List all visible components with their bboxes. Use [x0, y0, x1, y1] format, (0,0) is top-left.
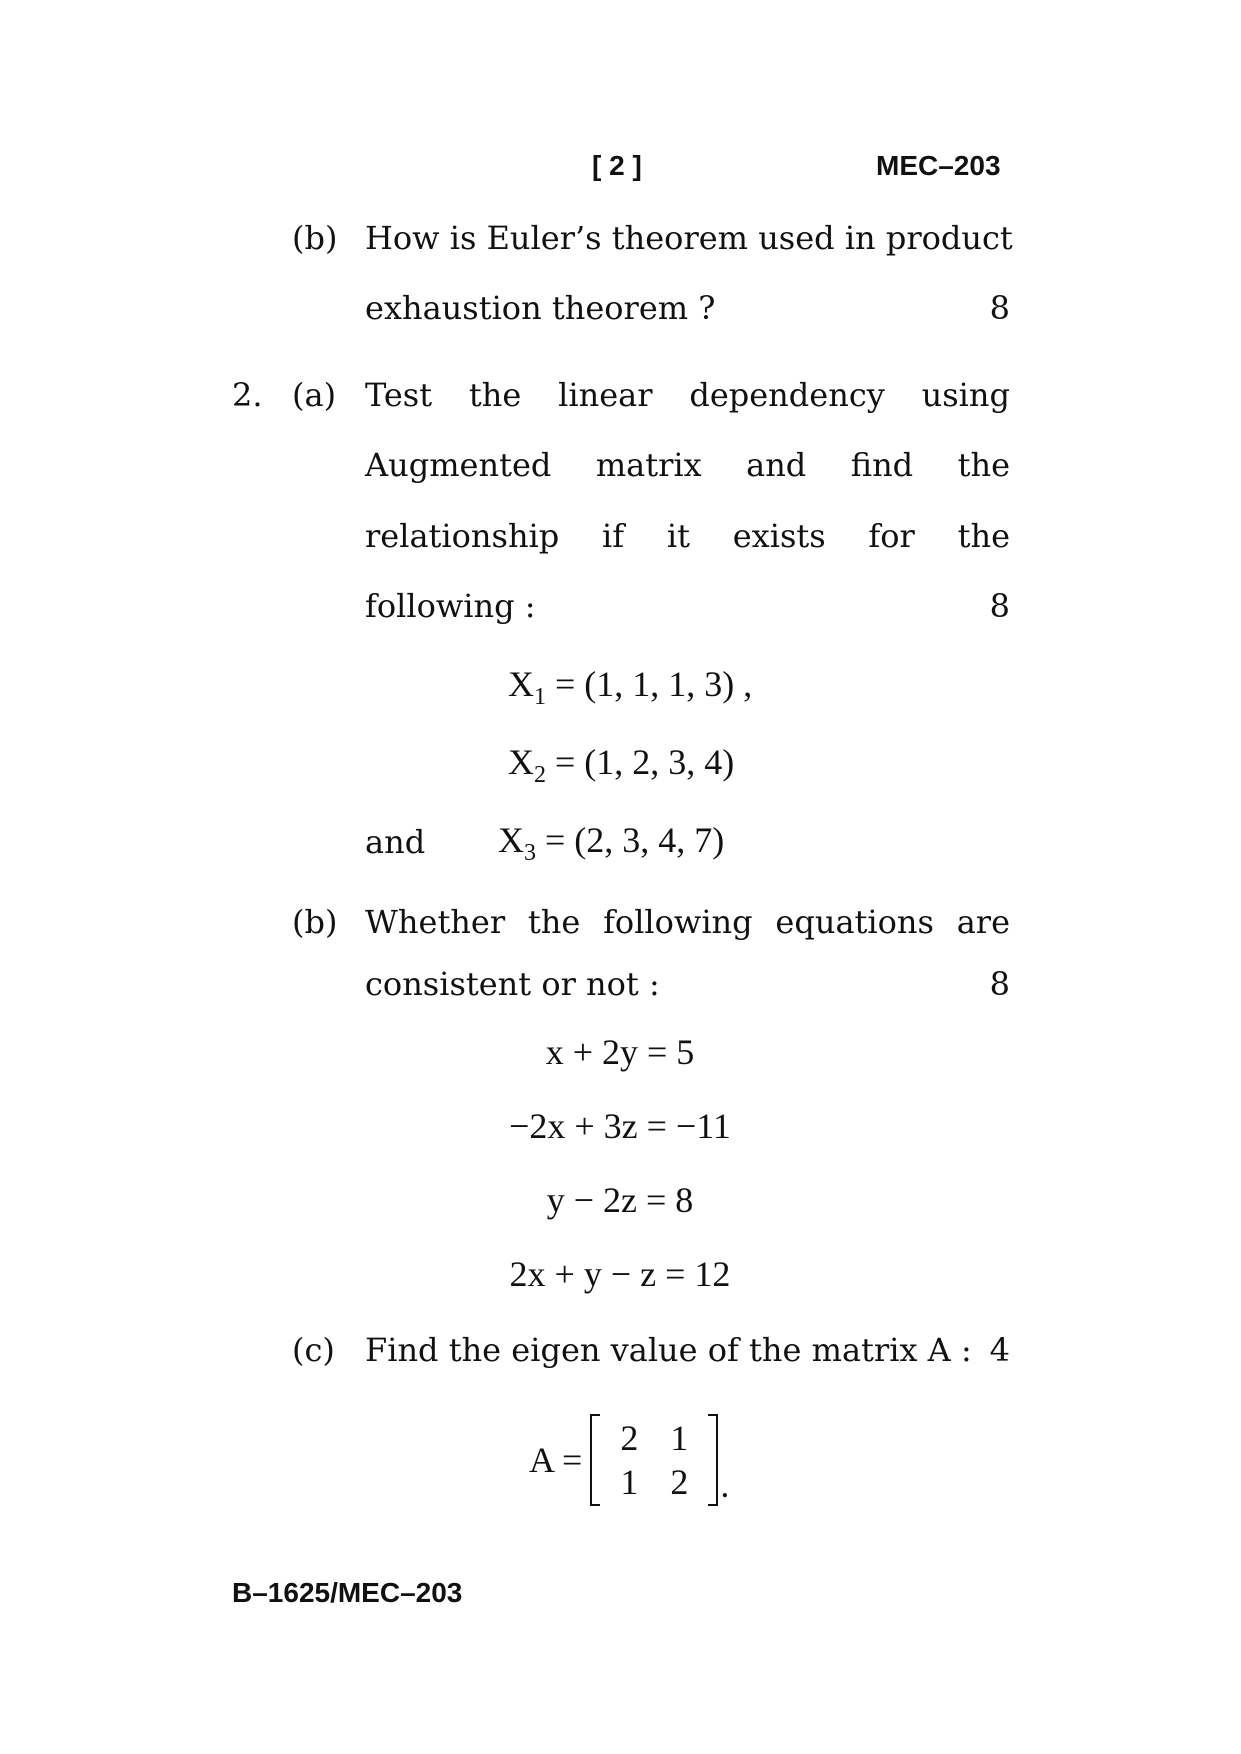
q1b-label: (b) — [292, 219, 338, 257]
matrix-cell: 2 — [670, 1462, 689, 1502]
q2a-line2: Augmented matrix and find the — [365, 446, 1010, 484]
q2c-label: (c) — [292, 1331, 335, 1369]
q2c-text: Find the eigen value of the matrix A : — [365, 1331, 972, 1369]
equation-1: x + 2y = 5 — [545, 1032, 695, 1072]
vector-x1: $X_1 = (1$, 1, 1, 3) , — [508, 664, 753, 710]
matrix-cell: 2 — [620, 1418, 639, 1458]
q2c-marks: 4 — [989, 1331, 1010, 1369]
matrix-name: A = — [529, 1440, 583, 1480]
equation-2: −2x + 3z = −11 — [509, 1106, 731, 1146]
and-word: and — [365, 823, 426, 861]
q2b-line1: Whether the following equations are — [365, 903, 1010, 941]
q2a-line1: Test the linear dependency using — [365, 376, 1010, 414]
q2b-label: (b) — [292, 903, 338, 941]
vector-x3: $X_3 = (2$, 3, 4, 7) — [498, 820, 725, 866]
matrix-a — [529, 1413, 729, 1507]
matrix-cell: 1 — [620, 1462, 639, 1502]
footer-code: B–1625/MEC–203 — [232, 1577, 463, 1608]
matrix-cells — [600, 1416, 708, 1504]
page-number: [ 2 ] — [592, 150, 642, 181]
equation-3: y − 2z = 8 — [546, 1180, 694, 1220]
equation-4: 2x + y − z = 12 — [509, 1254, 731, 1294]
q1b-marks: 8 — [989, 289, 1010, 327]
q2a-marks: 8 — [989, 587, 1010, 625]
q2b-line2: consistent or not : — [365, 965, 660, 1003]
q2a-label: (a) — [292, 376, 337, 414]
q2b-marks: 8 — [989, 965, 1010, 1003]
q1b-line2: exhaustion theorem ? — [365, 289, 716, 327]
q2a-line3: relationship if it exists for the — [365, 517, 1010, 555]
vector-x2: $X_2 = (1$, 2, 3, 4) — [508, 742, 735, 788]
matrix-cell: 1 — [670, 1418, 689, 1458]
q1b-line1: How is Euler’s theorem used in product — [365, 219, 1013, 257]
right-bracket — [708, 1414, 718, 1506]
q2-number: 2. — [232, 376, 263, 414]
course-code: MEC–203 — [876, 150, 1001, 181]
left-bracket — [590, 1414, 600, 1506]
matrix-terminator: . — [720, 1465, 730, 1505]
q2a-line4: following : — [365, 587, 536, 625]
